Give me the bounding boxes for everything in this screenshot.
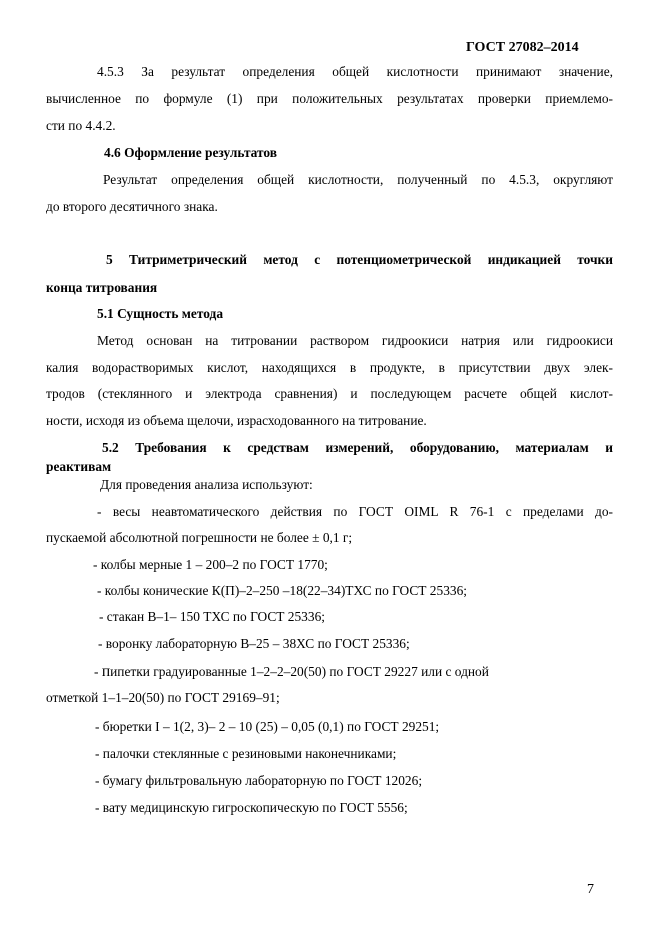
list-item-burettes: - бюретки I – 1(2, 3)– 2 – 10 (25) – 0,05 (0,1) по ГОСТ 29251; xyxy=(95,719,440,734)
list-item-volumetric-flasks: - колбы мерные 1 – 200–2 по ГОСТ 1770; xyxy=(93,557,328,572)
paragraph-4-5-3-line-3: сти по 4.4.2. xyxy=(46,118,116,133)
list-item-glass-rods: - палочки стеклянные с резиновыми наконечниками; xyxy=(95,746,397,761)
list-item-filter-paper: - бумагу фильтровальную лабораторную по ГОСТ 12026; xyxy=(95,773,423,788)
heading-4-6: 4.6 Оформление результатов xyxy=(104,145,278,160)
paragraph-4-5-3-line-2: вычисленное по формуле (1) при положительных результатах проверки приемлемо- xyxy=(46,91,613,106)
list-item-pipettes-line-2: отметкой 1–1–20(50) по ГОСТ 29169–91; xyxy=(46,690,280,705)
paragraph-5-1-line-1: Метод основан на титровании раствором гидроокиси натрия или гидроокиси xyxy=(97,333,613,348)
list-item-funnel: - воронку лабораторную В–25 – 38ХС по ГОСТ 25336; xyxy=(98,636,410,651)
list-item-scales-line-1: - весы неавтоматического действия по ГОСТ OIML R 76-1 с пределами до- xyxy=(97,504,613,519)
page-number: 7 xyxy=(587,882,594,897)
paragraph-5-1-line-4: ности, исходя из объема щелочи, израсходованного на титрование. xyxy=(46,413,427,428)
heading-5-1: 5.1 Сущность метода xyxy=(97,306,224,321)
paragraph-4-6-line-1: Результат определения общей кислотности, полученный по 4.5.3, округляют xyxy=(103,172,613,187)
heading-section-5-line-1: 5 Титриметрический метод с потенциометрической индикацией точки xyxy=(106,252,613,267)
document-header: ГОСТ 27082–2014 xyxy=(466,40,579,55)
list-item-cotton-wool: - вату медицинскую гигроскопическую по ГОСТ 5556; xyxy=(95,800,408,815)
list-item-conical-flasks: - колбы конические К(П)–2–250 –18(22–34)ТХС по ГОСТ 25336; xyxy=(97,583,468,598)
paragraph-4-5-3-line-1: 4.5.3 За результат определения общей кислотности принимают значение, xyxy=(97,64,613,79)
heading-section-5-line-2: конца титрования xyxy=(46,280,158,295)
heading-5-2-line-1: 5.2 Требования к средствам измерений, оборудованию, материалам и xyxy=(102,440,613,455)
paragraph-5-1-line-2: калия водорастворимых кислот, находящихся в продукте, в присутствии двух элек- xyxy=(46,360,613,375)
list-item-scales-line-2: пускаемой абсолютной погрешности не более ± 0,1 г; xyxy=(46,530,353,545)
pipettes-initial-letter: п xyxy=(101,663,111,680)
pipettes-text: ипетки градуированные 1–2–2–20(50) по ГОСТ 29227 или с одной xyxy=(110,664,489,679)
list-item-pipettes-line-1 xyxy=(94,664,489,680)
paragraph-5-2-intro: Для проведения анализа используют: xyxy=(100,477,313,492)
pipettes-dash: - xyxy=(94,664,102,679)
paragraph-4-6-line-2: до второго десятичного знака. xyxy=(46,199,218,214)
heading-5-2-line-2: реактивам xyxy=(46,459,112,474)
list-item-beaker: - стакан В–1– 150 ТХС по ГОСТ 25336; xyxy=(99,609,325,624)
paragraph-5-1-line-3: тродов (стеклянного и электрода сравнения) и последующем расчете общей кислот- xyxy=(46,386,613,401)
